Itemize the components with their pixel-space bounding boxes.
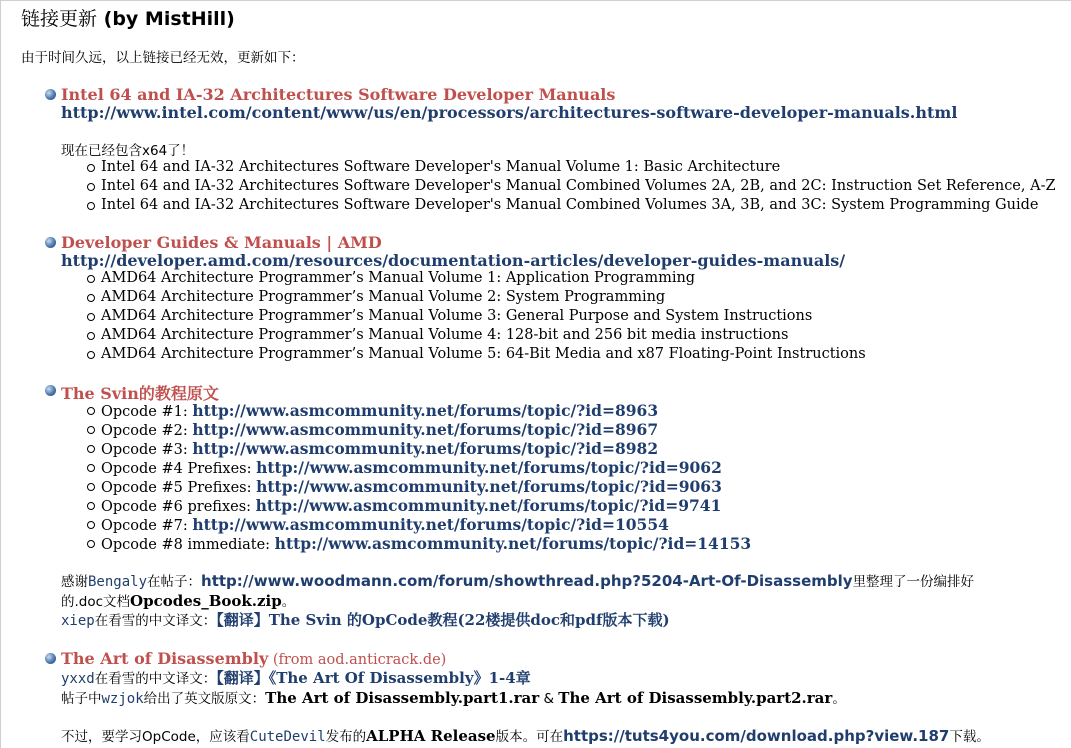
- aod-title-link[interactable]: The Art of Disassembly: [61, 649, 269, 668]
- opcode-url-link[interactable]: http://www.asmcommunity.net/forums/topic/?id=10554: [192, 515, 669, 534]
- amd-url-link[interactable]: http://developer.amd.com/resources/documentation-articles/developer-guides-manuals/: [61, 251, 846, 270]
- title-cn: 链接更新: [21, 8, 98, 30]
- globe-bullet-icon: [45, 89, 56, 100]
- opcode-url-link[interactable]: http://www.asmcommunity.net/forums/topic/?id=9062: [256, 458, 722, 477]
- globe-bullet-icon: [45, 385, 56, 396]
- list-item: Opcode #4 Prefixes: http://www.asmcommunity.net/forums/topic/?id=9062: [61, 458, 751, 477]
- list-item[interactable]: Intel 64 and IA-32 Architectures Software Developer's Manual Combined Volumes 3A, 3B, and 3C: System Programming Guide: [61, 196, 1056, 215]
- list-item: Opcode #1: http://www.asmcommunity.net/forums/topic/?id=8963: [61, 401, 751, 420]
- alpha-release-label: ALPHA Release: [366, 727, 496, 745]
- opcode-url-link[interactable]: http://www.asmcommunity.net/forums/topic/?id=8967: [192, 420, 659, 439]
- svin-opcode-list: [61, 401, 751, 553]
- yxxd-line: yxxd在看雪的中文译文：【翻译】《The Art Of Disassembly》1-4章: [61, 669, 531, 687]
- list-item: Opcode #5 Prefixes: http://www.asmcommunity.net/forums/topic/?id=9063: [61, 477, 751, 496]
- thanks-line: 感谢Bengaly在帖子：http://www.woodmann.com/forum/showthread.php?5204-Art-Of-Disassembly里整理了一份编排好: [61, 572, 975, 590]
- thanks-line-2: 的.doc文档Opcodes_Book.zip。: [61, 592, 296, 610]
- xiep-line: xiep在看雪的中文译文：【翻译】The Svin 的OpCode教程(22楼提供doc和pdf版本下载): [61, 611, 670, 629]
- tuts4you-download-link[interactable]: https://tuts4you.com/download.php?view.187: [563, 727, 950, 745]
- opcode-url-link[interactable]: http://www.asmcommunity.net/forums/topic/?id=9063: [256, 477, 722, 496]
- aod-source-note: (from aod.anticrack.de): [268, 652, 447, 668]
- opcodes-book-file[interactable]: Opcodes_Book.zip: [130, 592, 282, 610]
- opcode-url-link[interactable]: http://www.asmcommunity.net/forums/topic/?id=8963: [192, 401, 659, 420]
- page: [1, 1, 1071, 748]
- amd-title-link[interactable]: Developer Guides & Manuals | AMD: [61, 233, 382, 252]
- list-item[interactable]: AMD64 Architecture Programmer’s Manual Volume 5: 64-Bit Media and x87 Floating-Point Instructions: [61, 345, 866, 364]
- part2-file[interactable]: The Art of Disassembly.part2.rar: [558, 689, 833, 707]
- list-item[interactable]: AMD64 Architecture Programmer’s Manual Volume 2: System Programming: [61, 288, 866, 307]
- kanxue-aod-translation-link[interactable]: 【翻译】《The Art Of Disassembly》1-4章: [216, 669, 531, 687]
- page-title: [21, 4, 235, 31]
- svin-title-link[interactable]: The Svin的教程原文: [61, 384, 219, 403]
- list-item: Opcode #6 prefixes: http://www.asmcommunity.net/forums/topic/?id=9741: [61, 496, 751, 515]
- list-item[interactable]: Intel 64 and IA-32 Architectures Software Developer's Manual Volume 1: Basic Architecture: [61, 158, 1056, 177]
- user-link[interactable]: xiep: [61, 613, 95, 629]
- english-source-line: 帖子中wzjok给出了英文版原文：The Art of Disassembly.part1.rar & The Art of Disassembly.part2.rar。: [61, 689, 846, 707]
- list-item[interactable]: Intel 64 and IA-32 Architectures Software Developer's Manual Combined Volumes 2A, 2B, and 2C: Instruction Set Reference, A-Z: [61, 177, 1056, 196]
- list-item[interactable]: AMD64 Architecture Programmer’s Manual Volume 3: General Purpose and System Instructions: [61, 307, 866, 326]
- part1-file[interactable]: The Art of Disassembly.part1.rar: [265, 689, 540, 707]
- intel-title-link[interactable]: Intel 64 and IA-32 Architectures Software Developer Manuals: [61, 85, 616, 104]
- user-link[interactable]: Bengaly: [88, 574, 148, 590]
- globe-bullet-icon: [45, 653, 56, 664]
- list-item[interactable]: AMD64 Architecture Programmer’s Manual Volume 4: 128-bit and 256 bit media instructions: [61, 326, 866, 345]
- user-link[interactable]: CuteDevil: [249, 729, 326, 745]
- intel-manual-list: [61, 158, 1056, 215]
- opcode-url-link[interactable]: http://www.asmcommunity.net/forums/topic/?id=9741: [255, 496, 722, 515]
- intel-note: 现在已经包含x64了！: [61, 143, 195, 159]
- title-en: (by MistHill): [103, 8, 235, 30]
- woodmann-thread-link[interactable]: http://www.woodmann.com/forum/showthread.php?5204-Art-Of-Disassembly: [201, 572, 853, 590]
- list-item: Opcode #3: http://www.asmcommunity.net/forums/topic/?id=8982: [61, 439, 751, 458]
- amd-manual-list: [61, 269, 866, 364]
- user-link[interactable]: wzjok: [101, 691, 144, 707]
- opcode-url-link[interactable]: http://www.asmcommunity.net/forums/topic/?id=14153: [274, 534, 752, 553]
- list-item: Opcode #8 immediate: http://www.asmcommunity.net/forums/topic/?id=14153: [61, 534, 751, 553]
- aod-title: [61, 649, 446, 668]
- alpha-release-line: 不过，要学习OpCode，应该看CuteDevil发布的ALPHA Release版本。可在https://tuts4you.com/download.php?view.187下载。: [61, 727, 990, 745]
- list-item[interactable]: AMD64 Architecture Programmer’s Manual Volume 1: Application Programming: [61, 269, 866, 288]
- list-item: Opcode #7: http://www.asmcommunity.net/forums/topic/?id=10554: [61, 515, 751, 534]
- intel-url-link[interactable]: http://www.intel.com/content/www/us/en/processors/architectures-software-developer-manuals.html: [61, 103, 958, 122]
- kanxue-translation-link[interactable]: 【翻译】The Svin 的OpCode教程(22楼提供doc和pdf版本下载): [216, 611, 670, 629]
- intro-text: 由于时间久远，以上链接已经无效，更新如下：: [21, 50, 305, 66]
- globe-bullet-icon: [45, 237, 56, 248]
- list-item: Opcode #2: http://www.asmcommunity.net/forums/topic/?id=8967: [61, 420, 751, 439]
- user-link[interactable]: yxxd: [61, 671, 95, 687]
- opcode-url-link[interactable]: http://www.asmcommunity.net/forums/topic/?id=8982: [192, 439, 659, 458]
